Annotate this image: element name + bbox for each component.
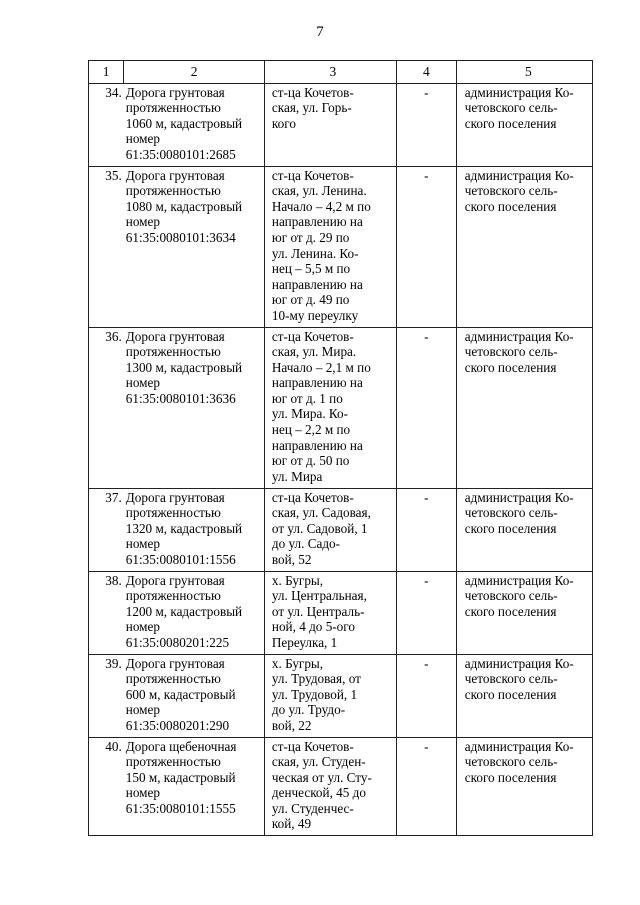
name-line: 61:35:0080101:1555 [125, 800, 236, 816]
address-line: ул. Трудовой, 1 [271, 686, 358, 702]
table-row [89, 488, 593, 571]
name-line: Дорога грунтовая [125, 167, 225, 183]
row-number: 39. [89, 654, 124, 737]
name-line: протяженностью [125, 754, 221, 770]
road-name-cell [124, 654, 265, 737]
table-row [89, 166, 593, 327]
table-row [89, 327, 593, 488]
col4-cell: - [396, 166, 456, 327]
name-line: 1080 м, кадастровый [125, 198, 243, 214]
road-name-cell [124, 166, 265, 327]
name-line: Дорога грунтовая [125, 328, 225, 344]
name-line: Дорога грунтовая [125, 572, 225, 588]
address-line: юг от д. 29 по [271, 229, 350, 245]
address-line: направлению на [271, 276, 363, 292]
address-line: х. Бугры, [271, 572, 324, 588]
owner-line: ского поселения [464, 769, 557, 785]
address-line: от ул. Садовой, 1 [271, 520, 368, 536]
table-row [89, 83, 593, 166]
owner-line: администрация Ко- [464, 167, 574, 183]
address-line: ская, ул. Садовая, [271, 505, 371, 521]
address-cell [264, 737, 396, 836]
address-line: ст-ца Кочетов- [271, 328, 354, 344]
owner-line: администрация Ко- [464, 738, 574, 754]
address-line: 10-му переулку [271, 307, 359, 323]
owner-line: администрация Ко- [464, 84, 574, 100]
header-col-5: 5 [456, 61, 592, 84]
header-col-1: 1 [89, 61, 124, 84]
owner-line: ского поселения [464, 686, 557, 702]
header-col-3: 3 [264, 61, 396, 84]
owner-line: ского поселения [464, 198, 557, 214]
name-line: 61:35:0080101:3634 [125, 229, 236, 245]
name-line: 600 м, кадастровый [125, 686, 236, 702]
name-line: 1200 м, кадастровый [125, 603, 243, 619]
road-name-cell [124, 488, 265, 571]
address-line: от ул. Централь- [271, 603, 365, 619]
col4-cell: - [396, 654, 456, 737]
address-line: х. Бугры, [271, 655, 324, 671]
name-line: Дорога грунтовая [125, 655, 225, 671]
owner-line: администрация Ко- [464, 655, 574, 671]
address-line: ская, ул. Горь- [271, 100, 352, 116]
owner-line: администрация Ко- [464, 328, 574, 344]
address-line: ул. Центральная, [271, 588, 367, 604]
name-line: Дорога грунтовая [125, 84, 225, 100]
owner-line: ского поселения [464, 115, 557, 131]
address-line: ул. Студенчес- [271, 800, 354, 816]
name-line: номер [125, 536, 160, 552]
road-name-cell [124, 737, 265, 836]
address-cell [264, 327, 396, 488]
address-cell [264, 654, 396, 737]
table-row [89, 654, 593, 737]
address-line: юг от д. 1 по [271, 390, 343, 406]
owner-cell [456, 327, 592, 488]
col4-cell: - [396, 327, 456, 488]
name-line: номер [125, 702, 160, 718]
name-line: 61:35:0080101:3636 [125, 390, 236, 406]
road-name-cell [124, 327, 265, 488]
address-line: ская, ул. Студен- [271, 754, 366, 770]
name-line: 61:35:0080101:2685 [125, 146, 236, 162]
name-line: 61:35:0080201:225 [125, 634, 230, 650]
table-row [89, 737, 593, 836]
name-line: протяженностью [125, 100, 221, 116]
address-line: ст-ца Кочетов- [271, 738, 354, 754]
row-number: 38. [89, 571, 124, 654]
address-line: ст-ца Кочетов- [271, 489, 354, 505]
address-line: юг от д. 50 по [271, 453, 350, 469]
address-cell [264, 166, 396, 327]
roads-table [88, 60, 593, 836]
address-line: ул. Ленина. Ко- [271, 245, 359, 261]
name-line: протяженностью [125, 671, 221, 687]
address-line: нец – 5,5 м по [271, 261, 351, 277]
col4-cell: - [396, 737, 456, 836]
name-line: 61:35:0080201:290 [125, 717, 230, 733]
owner-line: четовского сель- [464, 754, 558, 770]
owner-cell [456, 737, 592, 836]
address-line: направлению на [271, 375, 363, 391]
name-line: 1320 м, кадастровый [125, 520, 243, 536]
owner-line: четовского сель- [464, 183, 558, 199]
owner-cell [456, 571, 592, 654]
address-line: кой, 49 [271, 816, 312, 832]
name-line: протяженностью [125, 505, 221, 521]
row-number: 34. [89, 83, 124, 166]
row-number: 37. [89, 488, 124, 571]
owner-cell [456, 654, 592, 737]
address-line: ская, ул. Ленина. [271, 183, 367, 199]
col4-cell: - [396, 571, 456, 654]
owner-line: четовского сель- [464, 671, 558, 687]
address-cell [264, 83, 396, 166]
name-line: протяженностью [125, 588, 221, 604]
owner-line: администрация Ко- [464, 489, 574, 505]
col4-cell: - [396, 488, 456, 571]
name-line: Дорога грунтовая [125, 489, 225, 505]
owner-line: администрация Ко- [464, 572, 574, 588]
address-line: Начало – 4,2 м по [271, 198, 371, 214]
header-col-4: 4 [396, 61, 456, 84]
address-line: ул. Трудовая, от [271, 671, 361, 687]
address-cell [264, 488, 396, 571]
owner-cell [456, 83, 592, 166]
address-line: Начало – 2,1 м по [271, 359, 371, 375]
address-line: ул. Мира. Ко- [271, 406, 349, 422]
name-line: протяженностью [125, 344, 221, 360]
road-name-cell [124, 83, 265, 166]
table-row [89, 571, 593, 654]
table-header-row [89, 61, 593, 84]
row-number: 36. [89, 327, 124, 488]
address-cell [264, 571, 396, 654]
owner-cell [456, 488, 592, 571]
address-line: ст-ца Кочетов- [271, 84, 354, 100]
road-name-cell [124, 571, 265, 654]
owner-cell [456, 166, 592, 327]
address-line: Переулка, 1 [271, 634, 338, 650]
name-line: протяженностью [125, 183, 221, 199]
table-body [89, 83, 593, 835]
name-line: номер [125, 619, 160, 635]
col4-cell: - [396, 83, 456, 166]
owner-line: ского поселения [464, 359, 557, 375]
name-line: номер [125, 214, 160, 230]
owner-line: четовского сель- [464, 505, 558, 521]
row-number: 35. [89, 166, 124, 327]
owner-line: четовского сель- [464, 588, 558, 604]
address-line: вой, 52 [271, 551, 312, 567]
name-line: номер [125, 131, 160, 147]
address-line: денческой, 45 до [271, 785, 366, 801]
owner-line: четовского сель- [464, 100, 558, 116]
row-number: 40. [89, 737, 124, 836]
name-line: 1060 м, кадастровый [125, 115, 243, 131]
address-line: ская, ул. Мира. [271, 344, 357, 360]
address-line: кого [271, 115, 296, 131]
address-line: ул. Мира [271, 468, 323, 484]
name-line: 150 м, кадастровый [125, 769, 236, 785]
header-col-2: 2 [124, 61, 265, 84]
page-number: 7 [316, 24, 324, 40]
owner-line: четовского сель- [464, 344, 558, 360]
address-line: ной, 4 до 5-ого [271, 619, 355, 635]
name-line: Дорога щебеночная [125, 738, 237, 754]
address-line: направлению на [271, 437, 363, 453]
name-line: номер [125, 785, 160, 801]
address-line: нец – 2,2 м по [271, 422, 351, 438]
name-line: 61:35:0080101:1556 [125, 551, 236, 567]
name-line: номер [125, 375, 160, 391]
address-line: до ул. Трудо- [271, 702, 346, 718]
address-line: вой, 22 [271, 717, 312, 733]
address-line: до ул. Садо- [271, 536, 341, 552]
address-line: ческая от ул. Сту- [271, 769, 372, 785]
owner-line: ского поселения [464, 603, 557, 619]
address-line: ст-ца Кочетов- [271, 167, 354, 183]
owner-line: ского поселения [464, 520, 557, 536]
address-line: направлению на [271, 214, 363, 230]
name-line: 1300 м, кадастровый [125, 359, 243, 375]
address-line: юг от д. 49 по [271, 292, 350, 308]
